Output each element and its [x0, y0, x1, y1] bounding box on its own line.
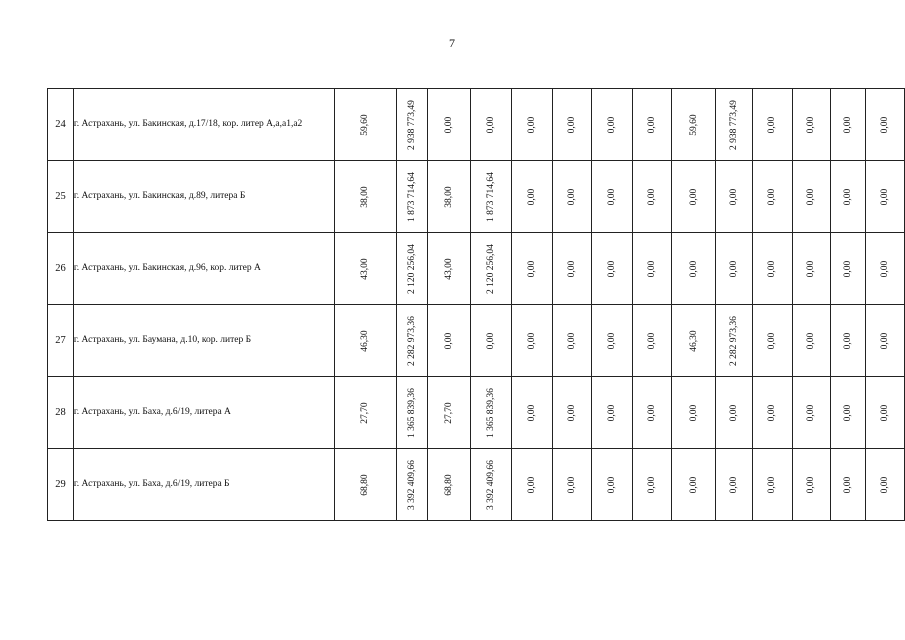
value-text: 0,00 — [728, 476, 739, 493]
value-cell — [672, 305, 716, 377]
value-text: 0,00 — [646, 116, 657, 133]
value-text: 0,00 — [728, 404, 739, 421]
value-text: 59,60 — [688, 113, 699, 136]
value-text: 0,00 — [443, 332, 454, 349]
value-text: 0,00 — [806, 476, 817, 493]
value-text: 0,00 — [843, 404, 854, 421]
table-row — [48, 161, 905, 233]
value-text: 1 365 839,36 — [407, 387, 418, 438]
row-number: 29 — [48, 449, 74, 521]
value-cell — [512, 89, 553, 161]
value-text: 0,00 — [606, 332, 617, 349]
value-cell — [334, 89, 397, 161]
value-cell — [716, 161, 753, 233]
table-row — [48, 449, 905, 521]
value-text: 59,60 — [360, 113, 371, 136]
value-cell — [792, 233, 831, 305]
value-cell — [470, 377, 512, 449]
value-cell — [831, 89, 866, 161]
value-text: 27,70 — [360, 401, 371, 424]
value-text: 1 873 714,64 — [407, 171, 418, 222]
value-text: 0,00 — [880, 332, 891, 349]
value-text: 0,00 — [527, 404, 538, 421]
value-text: 0,00 — [880, 188, 891, 205]
value-text: 0,00 — [527, 332, 538, 349]
value-cell — [397, 233, 428, 305]
value-cell — [752, 233, 792, 305]
address-cell: г. Астрахань, ул. Бакинская, д.17/18, кор. литер А,а,а1,а2 — [73, 89, 334, 161]
value-cell — [752, 449, 792, 521]
value-cell — [672, 233, 716, 305]
value-cell — [866, 305, 905, 377]
table-row — [48, 89, 905, 161]
value-cell — [792, 161, 831, 233]
value-text: 0,00 — [806, 260, 817, 277]
value-cell — [553, 305, 592, 377]
value-text: 2 120 256,04 — [486, 243, 497, 294]
value-cell — [427, 305, 470, 377]
value-cell — [591, 305, 632, 377]
value-text: 0,00 — [688, 260, 699, 277]
value-text: 0,00 — [843, 116, 854, 133]
value-text: 0,00 — [688, 476, 699, 493]
value-cell — [553, 89, 592, 161]
value-cell — [792, 89, 831, 161]
value-cell — [716, 305, 753, 377]
value-text: 1 365 839,36 — [486, 387, 497, 438]
value-cell — [427, 377, 470, 449]
value-text: 0,00 — [767, 404, 778, 421]
value-text: 43,00 — [360, 257, 371, 280]
value-cell — [512, 233, 553, 305]
value-cell — [512, 377, 553, 449]
value-text: 0,00 — [843, 476, 854, 493]
value-cell — [716, 89, 753, 161]
value-cell — [397, 449, 428, 521]
value-cell — [397, 305, 428, 377]
value-text: 2 120 256,04 — [407, 243, 418, 294]
value-text: 0,00 — [767, 476, 778, 493]
value-text: 46,30 — [360, 329, 371, 352]
value-text: 0,00 — [688, 404, 699, 421]
value-text: 2 938 773,49 — [407, 99, 418, 150]
row-number: 25 — [48, 161, 74, 233]
value-text: 0,00 — [527, 188, 538, 205]
value-text: 0,00 — [767, 116, 778, 133]
value-cell — [427, 89, 470, 161]
value-cell — [512, 305, 553, 377]
value-cell — [672, 377, 716, 449]
value-text: 2 938 773,49 — [728, 99, 739, 150]
value-text: 68,80 — [360, 473, 371, 496]
value-cell — [591, 377, 632, 449]
value-text: 2 282 973,36 — [728, 315, 739, 366]
value-text: 0,00 — [728, 260, 739, 277]
address-cell: г. Астрахань, ул. Бакинская, д.89, литера Б — [73, 161, 334, 233]
value-cell — [591, 449, 632, 521]
value-text: 0,00 — [843, 260, 854, 277]
value-text: 0,00 — [606, 476, 617, 493]
value-text: 3 392 409,66 — [486, 459, 497, 510]
value-text: 0,00 — [646, 188, 657, 205]
value-cell — [632, 305, 672, 377]
data-table — [47, 88, 905, 521]
address-cell: г. Астрахань, ул. Бакинская, д.96, кор. литер А — [73, 233, 334, 305]
value-text: 0,00 — [646, 476, 657, 493]
value-text: 0,00 — [606, 116, 617, 133]
value-cell — [831, 449, 866, 521]
value-text: 0,00 — [567, 260, 577, 277]
address-cell: г. Астрахань, ул. Баха, д.6/19, литера Б — [73, 449, 334, 521]
value-cell — [397, 161, 428, 233]
value-cell — [866, 161, 905, 233]
value-cell — [792, 449, 831, 521]
value-cell — [672, 89, 716, 161]
value-cell — [334, 233, 397, 305]
value-cell — [512, 449, 553, 521]
value-text: 0,00 — [880, 260, 891, 277]
value-cell — [632, 161, 672, 233]
value-cell — [470, 449, 512, 521]
value-text: 0,00 — [767, 188, 778, 205]
value-cell — [591, 161, 632, 233]
value-cell — [792, 377, 831, 449]
value-cell — [866, 377, 905, 449]
value-cell — [427, 161, 470, 233]
value-text: 0,00 — [486, 332, 497, 349]
value-text: 0,00 — [606, 188, 617, 205]
value-cell — [470, 89, 512, 161]
value-cell — [752, 89, 792, 161]
value-cell — [831, 161, 866, 233]
value-text: 68,80 — [443, 473, 454, 496]
value-text: 0,00 — [567, 404, 577, 421]
value-cell — [553, 233, 592, 305]
table-row — [48, 233, 905, 305]
value-text: 0,00 — [567, 188, 577, 205]
value-text: 0,00 — [843, 332, 854, 349]
row-number: 27 — [48, 305, 74, 377]
value-cell — [831, 305, 866, 377]
value-text: 1 873 714,64 — [486, 171, 497, 222]
value-cell — [334, 449, 397, 521]
row-number: 26 — [48, 233, 74, 305]
address-cell: г. Астрахань, ул. Баумана, д.10, кор. литер Б — [73, 305, 334, 377]
value-cell — [334, 377, 397, 449]
value-cell — [831, 377, 866, 449]
value-cell — [553, 377, 592, 449]
value-cell — [334, 161, 397, 233]
value-text: 27,70 — [443, 401, 454, 424]
value-cell — [752, 305, 792, 377]
value-cell — [831, 233, 866, 305]
value-text: 0,00 — [527, 116, 538, 133]
value-cell — [716, 233, 753, 305]
value-cell — [792, 305, 831, 377]
value-cell — [427, 233, 470, 305]
value-cell — [397, 89, 428, 161]
value-cell — [866, 233, 905, 305]
value-cell — [470, 305, 512, 377]
value-text: 0,00 — [486, 116, 497, 133]
value-text: 3 392 409,66 — [407, 459, 418, 510]
value-text: 0,00 — [806, 116, 817, 133]
value-text: 38,00 — [443, 185, 454, 208]
value-cell — [632, 449, 672, 521]
row-number: 28 — [48, 377, 74, 449]
value-text: 0,00 — [527, 476, 538, 493]
value-text: 0,00 — [843, 188, 854, 205]
value-text: 0,00 — [806, 332, 817, 349]
value-text: 0,00 — [567, 476, 577, 493]
value-text: 0,00 — [688, 188, 699, 205]
page-number: 7 — [449, 36, 455, 50]
value-cell — [334, 305, 397, 377]
value-text: 46,30 — [688, 329, 699, 352]
value-text: 38,00 — [360, 185, 371, 208]
value-text: 0,00 — [567, 332, 577, 349]
value-cell — [632, 89, 672, 161]
value-cell — [591, 233, 632, 305]
value-cell — [512, 161, 553, 233]
value-text: 0,00 — [567, 116, 577, 133]
table-row — [48, 377, 905, 449]
value-cell — [866, 449, 905, 521]
value-cell — [553, 449, 592, 521]
value-text: 0,00 — [646, 404, 657, 421]
value-text: 0,00 — [880, 476, 891, 493]
value-cell — [427, 449, 470, 521]
value-cell — [397, 377, 428, 449]
value-text: 0,00 — [527, 260, 538, 277]
value-text: 0,00 — [606, 260, 617, 277]
value-cell — [672, 449, 716, 521]
value-cell — [632, 233, 672, 305]
value-text: 0,00 — [767, 260, 778, 277]
value-text: 0,00 — [806, 404, 817, 421]
value-text: 2 282 973,36 — [407, 315, 418, 366]
value-cell — [752, 377, 792, 449]
value-text: 0,00 — [806, 188, 817, 205]
value-text: 0,00 — [646, 260, 657, 277]
value-text: 0,00 — [728, 188, 739, 205]
value-text: 0,00 — [606, 404, 617, 421]
value-cell — [866, 89, 905, 161]
value-cell — [553, 161, 592, 233]
address-cell: г. Астрахань, ул. Баха, д.6/19, литера А — [73, 377, 334, 449]
value-cell — [591, 89, 632, 161]
table-row — [48, 305, 905, 377]
value-text: 0,00 — [880, 116, 891, 133]
value-cell — [716, 449, 753, 521]
value-cell — [470, 233, 512, 305]
value-text: 0,00 — [646, 332, 657, 349]
value-cell — [752, 161, 792, 233]
value-cell — [470, 161, 512, 233]
value-cell — [716, 377, 753, 449]
value-cell — [632, 377, 672, 449]
value-cell — [672, 161, 716, 233]
row-number: 24 — [48, 89, 74, 161]
value-text: 43,00 — [443, 257, 454, 280]
value-text: 0,00 — [767, 332, 778, 349]
value-text: 0,00 — [443, 116, 454, 133]
value-text: 0,00 — [880, 404, 891, 421]
